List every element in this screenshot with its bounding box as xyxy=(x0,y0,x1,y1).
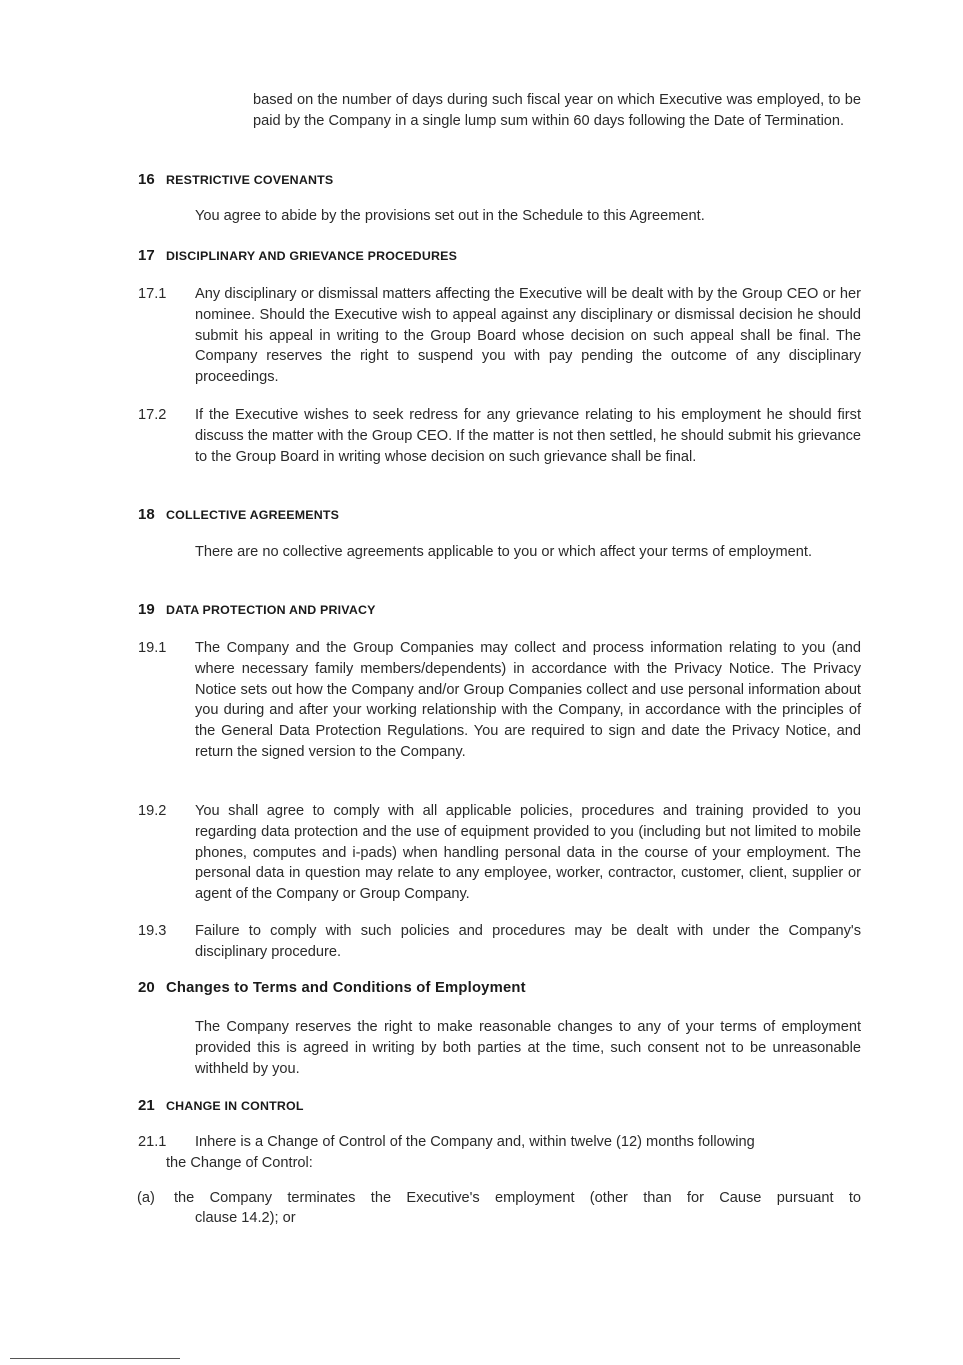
section-17-title: DISCIPLINARY AND GRIEVANCE PROCEDURES xyxy=(166,249,458,263)
section-20-heading xyxy=(138,978,526,999)
clause-19-3-text: Failure to comply with such policies and procedures may be dealt with under the Company's disciplinary procedure. xyxy=(195,923,861,960)
clause-21-1-continuation: the Change of Control: xyxy=(166,1155,313,1171)
section-19-heading xyxy=(138,600,376,621)
clause-19-3-number: 19.3 xyxy=(138,923,167,939)
clause-17-2-text: If the Executive wishes to seek redress for any grievance relating to his employment he should first discuss the matter with the Group CEO. If the matter is not then settled, he should submit his grievance to the Group Board in writing whose decision on such grievance shall be final. xyxy=(195,407,861,465)
clause-19-1-number: 19.1 xyxy=(138,640,167,656)
clause-17-2-number: 17.2 xyxy=(138,407,167,423)
section-20-title: Changes to Terms and Conditions of Employment xyxy=(166,980,526,996)
section-20-text: The Company reserves the right to make reasonable changes to any of your terms of employment provided this is agreed in writing by both parties at the time, such consent not to be unreasonable withheld by you. xyxy=(195,1019,861,1077)
section-18-text: There are no collective agreements applicable to you or which affect your terms of employment. xyxy=(195,544,813,560)
section-16-text: You agree to abide by the provisions set out in the Schedule to this Agreement. xyxy=(195,208,705,224)
section-19-number: 19 xyxy=(138,601,155,618)
clause-17-1-text: Any disciplinary or dismissal matters affecting the Executive will be dealt with by the Group CEO or her nominee. Should the Executive wish to appeal against any disciplinary or dismissal decision he should submit his appeal in writing to the Group Board whose decision on such appeal shall be final. The Company reserves the right to suspend you with pay pending the outcome of any disciplinary proceedings. xyxy=(195,286,861,386)
section-17-heading xyxy=(138,246,457,267)
intro-paragraph: based on the number of days during such fiscal year on which Executive was employed, to be paid by the Company in a single lump sum within 60 days following the Date of Termination. xyxy=(253,92,861,129)
section-18-heading xyxy=(138,505,339,526)
clause-17-1-number: 17.1 xyxy=(138,286,167,302)
item-a-continuation: clause 14.2); or xyxy=(195,1210,296,1226)
footnote-rule xyxy=(10,1358,180,1359)
section-20-number: 20 xyxy=(138,979,155,996)
item-a-label: (a) xyxy=(137,1190,155,1206)
clause-19-2-text: You shall agree to comply with all applicable policies, procedures and training provided to you regarding data protection and the use of equipment provided to you (including but not limited to mobile phones, computes and i-pads) when handling personal data in the course of your employment. The personal data in question may relate to any employee, worker, contractor, customer, client, supplier or agent of the Company or Group Company. xyxy=(195,803,861,903)
section-16-number: 16 xyxy=(138,171,155,188)
clause-21-1-number: 21.1 xyxy=(138,1134,167,1150)
clause-19-1-text: The Company and the Group Companies may collect and process information relating to you (and where necessary family members/dependents) in accordance with the Privacy Notice. The Privacy Notice sets out how the Company and/or Group Companies collect and use personal information about you during and after your working relationship with the Company, in accordance with the principles of the General Data Protection Regulations. You are required to sign and date the Privacy Notice, and return the signed version to the Company. xyxy=(195,640,861,760)
section-18-title: COLLECTIVE AGREEMENTS xyxy=(166,508,340,522)
item-a-first-line: the Company terminates the Executive's employment (other than for Cause pursuant to xyxy=(174,1190,861,1206)
clause-19-2-number: 19.2 xyxy=(138,803,167,819)
section-21-number: 21 xyxy=(138,1097,155,1114)
section-17-number: 17 xyxy=(138,247,155,264)
section-18-number: 18 xyxy=(138,506,155,523)
clause-21-1-first-line: Inhere is a Change of Control of the Company and, within twelve (12) months following xyxy=(195,1134,755,1150)
section-16-title: RESTRICTIVE COVENANTS xyxy=(166,173,334,187)
section-16-heading xyxy=(138,170,333,191)
section-21-title: CHANGE IN CONTROL xyxy=(166,1099,304,1113)
section-19-title: DATA PROTECTION AND PRIVACY xyxy=(166,603,376,617)
section-21-heading xyxy=(138,1096,304,1117)
